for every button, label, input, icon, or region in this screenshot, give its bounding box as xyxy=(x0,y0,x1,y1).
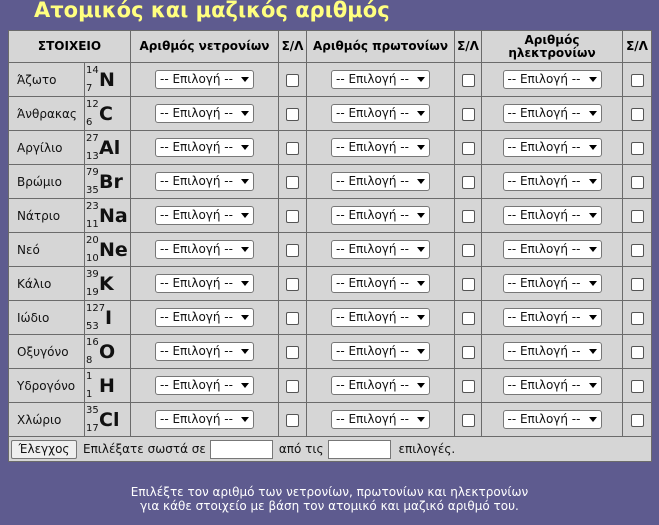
protons-select[interactable]: -- Επιλογή -- xyxy=(331,206,430,225)
neutrons-checkbox[interactable] xyxy=(286,380,299,393)
chevron-down-icon xyxy=(241,417,249,422)
neutrons-cell xyxy=(131,199,279,233)
element-name: Χλώριο xyxy=(9,403,85,437)
protons-cell xyxy=(307,233,455,267)
header-check-neutrons: Σ/Λ xyxy=(279,31,307,63)
element-name: Οξυγόνο xyxy=(9,335,85,369)
neutrons-check-cell xyxy=(279,63,307,97)
neutrons-cell xyxy=(131,369,279,403)
neutrons-cell xyxy=(131,233,279,267)
element-row xyxy=(9,267,652,301)
instructions xyxy=(0,485,659,513)
chevron-down-icon xyxy=(417,111,425,116)
protons-check-cell xyxy=(455,131,482,165)
neutrons-checkbox[interactable] xyxy=(286,74,299,87)
protons-checkbox[interactable] xyxy=(462,142,475,155)
nuclide-notation xyxy=(85,233,131,267)
page-title: Ατομικός και μαζικός αριθμός xyxy=(34,0,390,22)
neutrons-select[interactable]: -- Επιλογή -- xyxy=(155,70,254,89)
neutrons-check-cell xyxy=(279,199,307,233)
header-check-protons: Σ/Λ xyxy=(455,31,482,63)
electrons-cell xyxy=(482,403,623,437)
chevron-down-icon xyxy=(417,145,425,150)
result-bar xyxy=(9,437,651,461)
chevron-down-icon xyxy=(241,111,249,116)
atomic-number: 13 xyxy=(86,151,99,162)
electrons-cell xyxy=(482,63,623,97)
chevron-down-icon xyxy=(417,417,425,422)
atomic-number: 19 xyxy=(86,287,99,298)
electrons-select[interactable]: -- Επιλογή -- xyxy=(503,410,602,429)
element-symbol: N xyxy=(99,69,115,91)
element-symbol: Na xyxy=(99,205,128,227)
protons-select[interactable]: -- Επιλογή -- xyxy=(331,240,430,259)
chevron-down-icon xyxy=(589,77,597,82)
protons-select[interactable]: -- Επιλογή -- xyxy=(331,138,430,157)
protons-checkbox[interactable] xyxy=(462,74,475,87)
protons-check-cell xyxy=(455,335,482,369)
electrons-cell xyxy=(482,131,623,165)
protons-select[interactable]: -- Επιλογή -- xyxy=(331,104,430,123)
protons-select[interactable]: -- Επιλογή -- xyxy=(331,172,430,191)
chevron-down-icon xyxy=(417,383,425,388)
neutrons-check-cell xyxy=(279,403,307,437)
protons-cell xyxy=(307,97,455,131)
nuclide-notation xyxy=(85,301,131,335)
protons-checkbox[interactable] xyxy=(462,244,475,257)
neutrons-cell xyxy=(131,267,279,301)
atomic-number: 53 xyxy=(86,321,99,332)
neutrons-checkbox[interactable] xyxy=(286,108,299,121)
element-name: Ιώδιο xyxy=(9,301,85,335)
protons-checkbox[interactable] xyxy=(462,346,475,359)
header-check-electrons: Σ/Λ xyxy=(623,31,652,63)
neutrons-select[interactable]: -- Επιλογή -- xyxy=(155,206,254,225)
chevron-down-icon xyxy=(241,77,249,82)
electrons-checkbox[interactable] xyxy=(631,142,644,155)
protons-select[interactable]: -- Επιλογή -- xyxy=(331,376,430,395)
element-symbol: K xyxy=(99,273,114,295)
neutrons-select[interactable]: -- Επιλογή -- xyxy=(155,376,254,395)
element-symbol: C xyxy=(99,103,113,125)
neutrons-checkbox[interactable] xyxy=(286,278,299,291)
protons-cell xyxy=(307,369,455,403)
element-symbol: H xyxy=(99,375,115,397)
protons-checkbox[interactable] xyxy=(462,312,475,325)
element-name: Άζωτο xyxy=(9,63,85,97)
nuclide-notation xyxy=(85,165,131,199)
electrons-select[interactable]: -- Επιλογή -- xyxy=(503,138,602,157)
electrons-check-cell xyxy=(623,199,652,233)
nuclide-notation xyxy=(85,335,131,369)
chevron-down-icon xyxy=(589,349,597,354)
neutrons-cell xyxy=(131,403,279,437)
electrons-select[interactable]: -- Επιλογή -- xyxy=(503,274,602,293)
mass-number: 12 xyxy=(86,99,99,110)
header-neutrons: Αριθμός νετρονίων xyxy=(131,31,279,63)
element-symbol: O xyxy=(99,341,116,363)
neutrons-checkbox[interactable] xyxy=(286,414,299,427)
electrons-checkbox[interactable] xyxy=(631,108,644,121)
electrons-select[interactable]: -- Επιλογή -- xyxy=(503,376,602,395)
neutrons-cell xyxy=(131,63,279,97)
electrons-check-cell xyxy=(623,63,652,97)
electrons-select[interactable]: -- Επιλογή -- xyxy=(503,308,602,327)
mass-number: 27 xyxy=(86,133,99,144)
chevron-down-icon xyxy=(417,349,425,354)
correct-count-field[interactable] xyxy=(210,440,273,459)
nuclide-notation xyxy=(85,403,131,437)
protons-check-cell xyxy=(455,165,482,199)
electrons-check-cell xyxy=(623,165,652,199)
electrons-checkbox[interactable] xyxy=(631,414,644,427)
neutrons-check-cell xyxy=(279,369,307,403)
mass-number: 127 xyxy=(86,303,106,314)
protons-checkbox[interactable] xyxy=(462,108,475,121)
electrons-cell xyxy=(482,301,623,335)
atomic-number: 11 xyxy=(86,219,99,230)
neutrons-cell xyxy=(131,335,279,369)
element-row xyxy=(9,131,652,165)
neutrons-check-cell xyxy=(279,301,307,335)
footer-row xyxy=(9,437,652,462)
electrons-cell xyxy=(482,233,623,267)
header-element: ΣΤΟΙΧΕΙΟ xyxy=(9,31,131,63)
chevron-down-icon xyxy=(417,213,425,218)
atomic-number: 17 xyxy=(86,423,99,434)
protons-select[interactable]: -- Επιλογή -- xyxy=(331,70,430,89)
chevron-down-icon xyxy=(241,247,249,252)
electrons-check-cell xyxy=(623,301,652,335)
electrons-select[interactable]: -- Επιλογή -- xyxy=(503,104,602,123)
protons-checkbox[interactable] xyxy=(462,380,475,393)
neutrons-checkbox[interactable] xyxy=(286,176,299,189)
protons-check-cell xyxy=(455,267,482,301)
nuclide-notation xyxy=(85,97,131,131)
protons-cell xyxy=(307,131,455,165)
neutrons-cell xyxy=(131,165,279,199)
element-name: Κάλιο xyxy=(9,267,85,301)
electrons-checkbox[interactable] xyxy=(631,176,644,189)
protons-check-cell xyxy=(455,403,482,437)
neutrons-check-cell xyxy=(279,165,307,199)
elements-table xyxy=(8,30,652,462)
chevron-down-icon xyxy=(241,145,249,150)
nuclide-notation xyxy=(85,267,131,301)
protons-select[interactable]: -- Επιλογή -- xyxy=(331,410,430,429)
chevron-down-icon xyxy=(589,179,597,184)
element-name: Νάτριο xyxy=(9,199,85,233)
mass-number: 23 xyxy=(86,201,99,212)
neutrons-select[interactable]: -- Επιλογή -- xyxy=(155,104,254,123)
header-electrons: Αριθμός ηλεκτρονίων xyxy=(482,31,623,63)
element-name: Νεό xyxy=(9,233,85,267)
electrons-checkbox[interactable] xyxy=(631,380,644,393)
neutrons-cell xyxy=(131,131,279,165)
element-row xyxy=(9,199,652,233)
result-text-after: επιλογές. xyxy=(398,442,456,456)
protons-check-cell xyxy=(455,369,482,403)
header-row xyxy=(9,31,652,63)
electrons-checkbox[interactable] xyxy=(631,74,644,87)
neutrons-check-cell xyxy=(279,131,307,165)
element-name: Βρώμιο xyxy=(9,165,85,199)
neutrons-select[interactable]: -- Επιλογή -- xyxy=(155,240,254,259)
neutrons-select[interactable]: -- Επιλογή -- xyxy=(155,138,254,157)
protons-check-cell xyxy=(455,199,482,233)
element-name: Αργίλιο xyxy=(9,131,85,165)
protons-check-cell xyxy=(455,97,482,131)
element-row xyxy=(9,369,652,403)
neutrons-select[interactable]: -- Επιλογή -- xyxy=(155,172,254,191)
chevron-down-icon xyxy=(417,179,425,184)
mass-number: 20 xyxy=(86,235,99,246)
protons-check-cell xyxy=(455,233,482,267)
neutrons-cell xyxy=(131,301,279,335)
neutrons-check-cell xyxy=(279,267,307,301)
chevron-down-icon xyxy=(589,247,597,252)
electrons-select[interactable]: -- Επιλογή -- xyxy=(503,206,602,225)
neutrons-checkbox[interactable] xyxy=(286,142,299,155)
electrons-checkbox[interactable] xyxy=(631,278,644,291)
nuclide-notation xyxy=(85,63,131,97)
electrons-check-cell xyxy=(623,267,652,301)
atomic-number: 35 xyxy=(86,185,99,196)
protons-select[interactable]: -- Επιλογή -- xyxy=(331,308,430,327)
mass-number: 35 xyxy=(86,405,99,416)
nuclide-notation xyxy=(85,369,131,403)
element-symbol: Br xyxy=(99,171,123,193)
neutrons-select[interactable]: -- Επιλογή -- xyxy=(155,342,254,361)
protons-cell xyxy=(307,301,455,335)
electrons-checkbox[interactable] xyxy=(631,312,644,325)
mass-number: 16 xyxy=(86,337,99,348)
electrons-checkbox[interactable] xyxy=(631,346,644,359)
protons-cell xyxy=(307,403,455,437)
atomic-number: 8 xyxy=(86,355,93,366)
atomic-number: 10 xyxy=(86,253,99,264)
total-count-field[interactable] xyxy=(328,440,391,459)
chevron-down-icon xyxy=(589,315,597,320)
electrons-cell xyxy=(482,97,623,131)
neutrons-checkbox[interactable] xyxy=(286,312,299,325)
electrons-cell xyxy=(482,267,623,301)
protons-cell xyxy=(307,335,455,369)
electrons-cell xyxy=(482,165,623,199)
element-row xyxy=(9,233,652,267)
element-row xyxy=(9,63,652,97)
result-text-before: Επιλέξατε σωστά σε xyxy=(83,442,206,456)
protons-check-cell xyxy=(455,301,482,335)
protons-cell xyxy=(307,267,455,301)
protons-cell xyxy=(307,63,455,97)
element-name: Άνθρακας xyxy=(9,97,85,131)
electrons-check-cell xyxy=(623,233,652,267)
result-text-middle: από τις xyxy=(278,442,324,456)
electrons-cell xyxy=(482,369,623,403)
element-symbol: I xyxy=(105,307,113,329)
electrons-checkbox[interactable] xyxy=(631,210,644,223)
mass-number: 39 xyxy=(86,269,99,280)
atomic-number: 6 xyxy=(86,117,93,128)
electrons-check-cell xyxy=(623,403,652,437)
chevron-down-icon xyxy=(589,383,597,388)
element-name: Υδρογόνο xyxy=(9,369,85,403)
protons-cell xyxy=(307,165,455,199)
electrons-select[interactable]: -- Επιλογή -- xyxy=(503,342,602,361)
element-symbol: Ne xyxy=(99,239,128,261)
header-protons: Αριθμός πρωτονίων xyxy=(307,31,455,63)
electrons-check-cell xyxy=(623,335,652,369)
chevron-down-icon xyxy=(589,213,597,218)
chevron-down-icon xyxy=(241,349,249,354)
chevron-down-icon xyxy=(417,281,425,286)
electrons-cell xyxy=(482,335,623,369)
element-row xyxy=(9,301,652,335)
element-row xyxy=(9,335,652,369)
mass-number: 14 xyxy=(86,65,99,76)
element-symbol: Cl xyxy=(99,409,120,431)
mass-number: 1 xyxy=(86,371,93,382)
chevron-down-icon xyxy=(241,383,249,388)
neutrons-cell xyxy=(131,97,279,131)
element-row xyxy=(9,403,652,437)
element-symbol: Al xyxy=(99,137,121,159)
electrons-select[interactable]: -- Επιλογή -- xyxy=(503,70,602,89)
element-row xyxy=(9,165,652,199)
nuclide-notation xyxy=(85,199,131,233)
chevron-down-icon xyxy=(589,417,597,422)
electrons-select[interactable]: -- Επιλογή -- xyxy=(503,172,602,191)
atomic-number: 1 xyxy=(86,389,93,400)
nuclide-notation xyxy=(85,131,131,165)
instructions-line-2: για κάθε στοιχείο με βάση τον ατομικό και μαζικό αριθμό του. xyxy=(140,499,519,513)
protons-select[interactable]: -- Επιλογή -- xyxy=(331,274,430,293)
electrons-checkbox[interactable] xyxy=(631,244,644,257)
neutrons-checkbox[interactable] xyxy=(286,210,299,223)
chevron-down-icon xyxy=(241,315,249,320)
chevron-down-icon xyxy=(589,145,597,150)
electrons-cell xyxy=(482,199,623,233)
protons-checkbox[interactable] xyxy=(462,414,475,427)
chevron-down-icon xyxy=(589,111,597,116)
neutrons-check-cell xyxy=(279,233,307,267)
electrons-select[interactable]: -- Επιλογή -- xyxy=(503,240,602,259)
electrons-check-cell xyxy=(623,369,652,403)
chevron-down-icon xyxy=(417,247,425,252)
neutrons-select[interactable]: -- Επιλογή -- xyxy=(155,274,254,293)
neutrons-select[interactable]: -- Επιλογή -- xyxy=(155,308,254,327)
protons-checkbox[interactable] xyxy=(462,176,475,189)
protons-select[interactable]: -- Επιλογή -- xyxy=(331,342,430,361)
chevron-down-icon xyxy=(417,77,425,82)
protons-cell xyxy=(307,199,455,233)
electrons-check-cell xyxy=(623,131,652,165)
mass-number: 79 xyxy=(86,167,99,178)
chevron-down-icon xyxy=(417,315,425,320)
neutrons-checkbox[interactable] xyxy=(286,244,299,257)
chevron-down-icon xyxy=(589,281,597,286)
neutrons-check-cell xyxy=(279,335,307,369)
atomic-number: 7 xyxy=(86,83,93,94)
neutrons-select[interactable]: -- Επιλογή -- xyxy=(155,410,254,429)
chevron-down-icon xyxy=(241,213,249,218)
element-row xyxy=(9,97,652,131)
instructions-line-1: Επιλέξτε τον αριθμό των νετρονίων, πρωτονίων και ηλεκτρονίων xyxy=(130,485,529,499)
protons-checkbox[interactable] xyxy=(462,278,475,291)
chevron-down-icon xyxy=(241,179,249,184)
protons-check-cell xyxy=(455,63,482,97)
neutrons-checkbox[interactable] xyxy=(286,346,299,359)
check-button[interactable]: Έλεγχος xyxy=(11,440,77,459)
electrons-check-cell xyxy=(623,97,652,131)
chevron-down-icon xyxy=(241,281,249,286)
protons-checkbox[interactable] xyxy=(462,210,475,223)
neutrons-check-cell xyxy=(279,97,307,131)
